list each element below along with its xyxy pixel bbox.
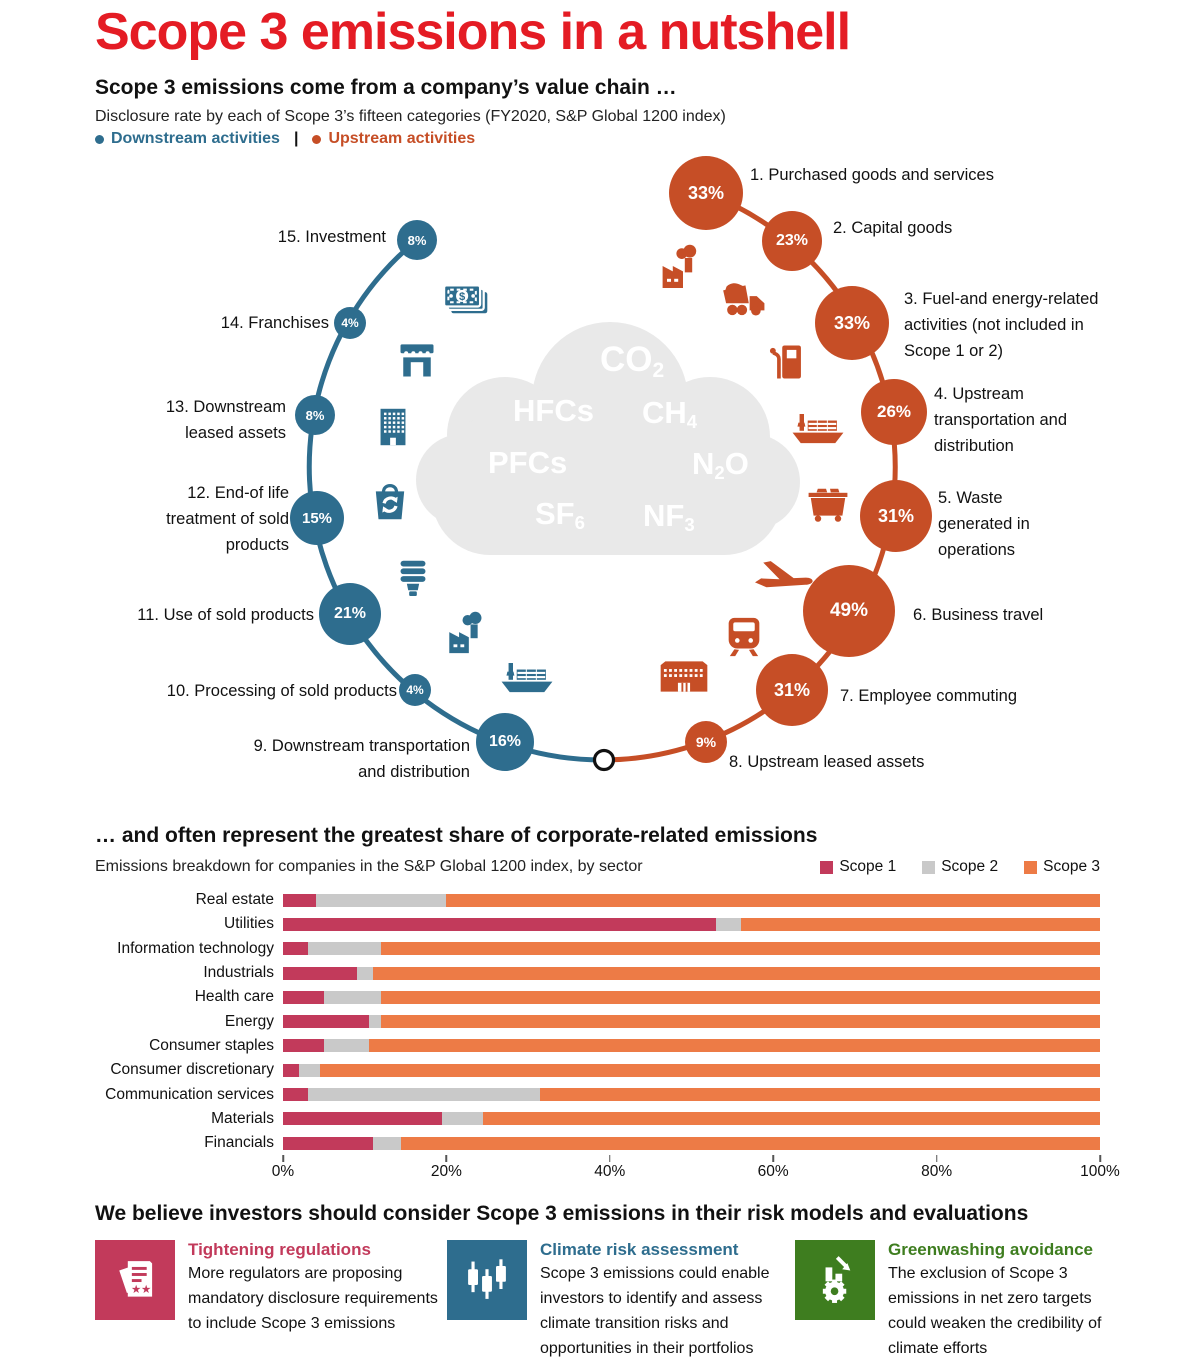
axis-tick-label: 60% [757, 1163, 789, 1181]
dump-truck-icon [719, 277, 769, 327]
scope-2-segment [308, 1088, 541, 1101]
category-bubble-5: 31% [860, 480, 932, 552]
category-bubble-9: 16% [476, 713, 534, 771]
scope-2-segment [373, 1137, 402, 1150]
category-bubble-10: 4% [399, 674, 431, 706]
sector-label: Energy [224, 1012, 274, 1030]
category-label-6: 6. Business travel [913, 606, 1044, 624]
scope-3-segment [369, 1039, 1100, 1052]
cfl-bulb-icon [390, 555, 436, 601]
sector-row [95, 1058, 1100, 1082]
scope-3-segment [446, 894, 1100, 907]
callouts [95, 1240, 1108, 1361]
category-label-3: 3. Fuel-and energy-related activities (not included in Scope 1 or 2) [904, 290, 1099, 360]
axis-tick-label: 20% [430, 1163, 462, 1181]
category-bubble-6: 49% [803, 565, 895, 657]
section2-heading: … and often represent the greatest share of corporate-related emissions [95, 824, 818, 847]
scope-3-segment [483, 1112, 1100, 1125]
value-chain-ring-chart [0, 150, 1200, 810]
axis-tick [282, 1155, 284, 1162]
stacked-bar [283, 967, 1100, 980]
sector-row [95, 1107, 1100, 1131]
sector-row [95, 1034, 1100, 1058]
stacked-bar [283, 991, 1100, 1004]
category-label-7: 7. Employee commuting [840, 687, 1017, 705]
scope-1-segment [283, 894, 316, 907]
axis-tick-label: 100% [1080, 1163, 1120, 1181]
barchart-subtitle: Emissions breakdown for companies in the S&P Global 1200 index, by sector [95, 858, 643, 875]
scope-1-segment [283, 942, 308, 955]
legend-dot-icon [95, 135, 104, 144]
sector-label: Communication services [105, 1085, 274, 1103]
sector-row [95, 937, 1100, 961]
category-bubble-15: 8% [397, 220, 437, 260]
gas-co2: CO2 [600, 340, 665, 382]
sector-label: Utilities [224, 915, 274, 933]
sector-row [95, 985, 1100, 1009]
legend-label: Downstream activities [111, 130, 280, 147]
sector-label: Financials [204, 1134, 274, 1152]
callout-text [540, 1240, 795, 1361]
sector-label: Information technology [117, 939, 274, 957]
stacked-bar [283, 1112, 1100, 1125]
legend-label: Scope 2 [941, 858, 999, 875]
scope-1-segment [283, 918, 716, 931]
section1-heading: Scope 3 emissions come from a company’s value chain … [95, 76, 677, 99]
x-axis [95, 1155, 1120, 1183]
factory-icon [442, 611, 488, 657]
scope-2-segment [299, 1064, 319, 1077]
axis-tick [609, 1155, 611, 1162]
callout-body: More regulators are proposing mandatory disclosure requirements to include Scope 3 emissions [188, 1265, 438, 1332]
office-building-icon [370, 404, 416, 450]
scope-1-segment [283, 967, 357, 980]
svg-text:$: $ [458, 291, 466, 304]
train-icon [721, 614, 767, 660]
scope-2-segment [316, 894, 447, 907]
category-label-5: 5. Waste generated in operations [938, 489, 1030, 559]
sector-row [95, 1131, 1100, 1155]
recycle-bag-icon [367, 478, 413, 524]
scope-legend [794, 858, 1100, 876]
legend-scope-1 [820, 858, 896, 876]
scope-1-segment [283, 991, 324, 1004]
legend-dot-icon [312, 135, 321, 144]
factory-icon [655, 244, 703, 292]
axis-tick [1099, 1155, 1101, 1162]
category-label-12: 12. End-of life treatment of sold products [166, 484, 289, 554]
legend-label: Scope 3 [1043, 858, 1100, 875]
sector-row [95, 912, 1100, 936]
scope-3-segment [381, 1015, 1100, 1028]
axis-tick [936, 1155, 938, 1162]
sector-label: Materials [211, 1109, 274, 1127]
stacked-bar [283, 942, 1100, 955]
scope-1-segment [283, 1015, 369, 1028]
legend-separator: | [293, 130, 299, 147]
stacked-bar [283, 1039, 1100, 1052]
gas-nf3: NF3 [643, 498, 695, 536]
callout-greenwashing-avoidance [795, 1240, 1108, 1361]
scope-1-segment [283, 1088, 308, 1101]
scope-2-segment [308, 942, 382, 955]
sector-label: Industrials [203, 964, 274, 982]
category-label-15: 15. Investment [277, 228, 386, 246]
sector-row [95, 1082, 1100, 1106]
svg-text:★★: ★★ [130, 1284, 152, 1297]
scope-3-segment [381, 942, 1100, 955]
scope-3-segment [401, 1137, 1100, 1150]
category-bubble-12: 15% [290, 491, 344, 545]
storefront-icon [395, 338, 439, 382]
sector-row [95, 961, 1100, 985]
category-bubble-8: 9% [685, 721, 727, 763]
dumpster-icon [804, 478, 852, 526]
sector-label: Real estate [195, 891, 274, 909]
gas-pfcs: PFCs [488, 445, 568, 480]
sector-emissions-chart [95, 888, 1120, 1183]
callout-body: Scope 3 emissions could enable investors to identify and assess climate transition risks and opportunities in their portfolios [540, 1265, 770, 1357]
stacked-bar [283, 894, 1100, 907]
scope-2-segment [324, 1039, 369, 1052]
callout-tightening-regulations [95, 1240, 447, 1361]
gas-hfcs: HFCs [513, 393, 594, 428]
callout-body: The exclusion of Scope 3 emissions in net zero targets could weaken the credibility of climate efforts [888, 1265, 1102, 1357]
banknotes-icon [436, 271, 490, 325]
scope-1-segment [283, 1039, 324, 1052]
category-label-10: 10. Processing of sold products [166, 682, 397, 700]
category-bubble-3: 33% [815, 286, 889, 360]
hotel-building-icon [656, 645, 712, 701]
axis-tick-label: 80% [921, 1163, 953, 1181]
axis-tick-label: 40% [594, 1163, 626, 1181]
scope-3-segment [741, 918, 1100, 931]
greenwashing-gear-icon [795, 1240, 875, 1320]
legend-label: Scope 1 [839, 858, 897, 875]
callout-title: Greenwashing avoidance [888, 1240, 1094, 1259]
category-label-4: 4. Upstream transportation and distribution [934, 385, 1068, 455]
chain-start-dot [595, 751, 614, 770]
axis-tick [446, 1155, 448, 1162]
activities-legend [95, 130, 475, 148]
gas-n2o: N2O [692, 446, 749, 484]
category-label-8: 8. Upstream leased assets [729, 753, 925, 771]
category-label-11: 11. Use of sold products [137, 606, 314, 624]
scope-3-segment [381, 991, 1100, 1004]
category-bubble-4: 26% [861, 379, 927, 445]
category-label-14: 14. Franchises [220, 314, 329, 332]
scope-2-segment [324, 991, 381, 1004]
legend-label: Upstream activities [328, 130, 476, 147]
scope-1-segment [283, 1064, 299, 1077]
candlestick-chart-icon [447, 1240, 527, 1320]
sector-row [95, 1009, 1100, 1033]
category-bubble-2: 23% [762, 211, 822, 271]
scope-2-segment [369, 1015, 381, 1028]
callout-title: Climate risk assessment [540, 1240, 739, 1259]
callout-title: Tightening regulations [188, 1240, 371, 1259]
sector-label: Health care [194, 988, 274, 1006]
category-bubble-11: 21% [319, 583, 381, 645]
sector-label: Consumer discretionary [110, 1061, 274, 1079]
category-bubble-1: 33% [669, 156, 743, 230]
category-label-9: 9. Downstream transportation and distribution [253, 737, 470, 781]
fuel-pump-icon [765, 340, 809, 384]
legend-scope-2 [922, 858, 998, 876]
legend-scope-3 [1024, 858, 1100, 876]
scope-3-segment [540, 1088, 1100, 1101]
category-bubble-7: 31% [756, 654, 828, 726]
section3-heading: We believe investors should consider Scope 3 emissions in their risk models and evaluations [95, 1202, 1029, 1225]
stacked-bar [283, 1137, 1100, 1150]
scope-1-segment [283, 1112, 442, 1125]
category-label-2: 2. Capital goods [833, 219, 953, 237]
category-label-1: 1. Purchased goods and services [750, 166, 994, 184]
page-title: Scope 3 emissions in a nutshell [95, 3, 851, 61]
legend-swatch-icon [1024, 861, 1037, 874]
section2-subtitle-row [95, 858, 1100, 876]
sector-label: Consumer staples [149, 1036, 274, 1054]
stacked-bar [283, 1088, 1100, 1101]
legend-upstream [312, 130, 475, 148]
scope-2-segment [357, 967, 373, 980]
axis-tick [772, 1155, 774, 1162]
scope-2-segment [442, 1112, 483, 1125]
sector-row [95, 888, 1100, 912]
stacked-bar [283, 1064, 1100, 1077]
stacked-bar [283, 918, 1100, 931]
scope-1-segment [283, 1137, 373, 1150]
callout-text [188, 1240, 447, 1336]
legend-downstream [95, 130, 280, 148]
section1-subheading: Disclosure rate by each of Scope 3’s fifteen categories (FY2020, S&P Global 1200 index) [95, 108, 726, 125]
callout-climate-risk-assessment [447, 1240, 795, 1361]
regulations-doc-icon [95, 1240, 175, 1320]
gas-ch4: CH4 [642, 395, 698, 433]
axis-tick-label: 0% [271, 1163, 295, 1181]
scope-2-segment [716, 918, 741, 931]
scope-3-segment [373, 967, 1100, 980]
category-label-13: 13. Downstream leased assets [165, 398, 286, 442]
cargo-ship-icon [790, 400, 846, 456]
legend-swatch-icon [820, 861, 833, 874]
category-bubble-14: 4% [334, 307, 366, 339]
category-bubble-13: 8% [295, 395, 335, 435]
callout-text [888, 1240, 1108, 1361]
legend-swatch-icon [922, 861, 935, 874]
scope-3-segment [320, 1064, 1100, 1077]
gas-sf6: SF6 [535, 496, 585, 534]
stacked-bar [283, 1015, 1100, 1028]
cargo-ship-icon [499, 649, 555, 705]
